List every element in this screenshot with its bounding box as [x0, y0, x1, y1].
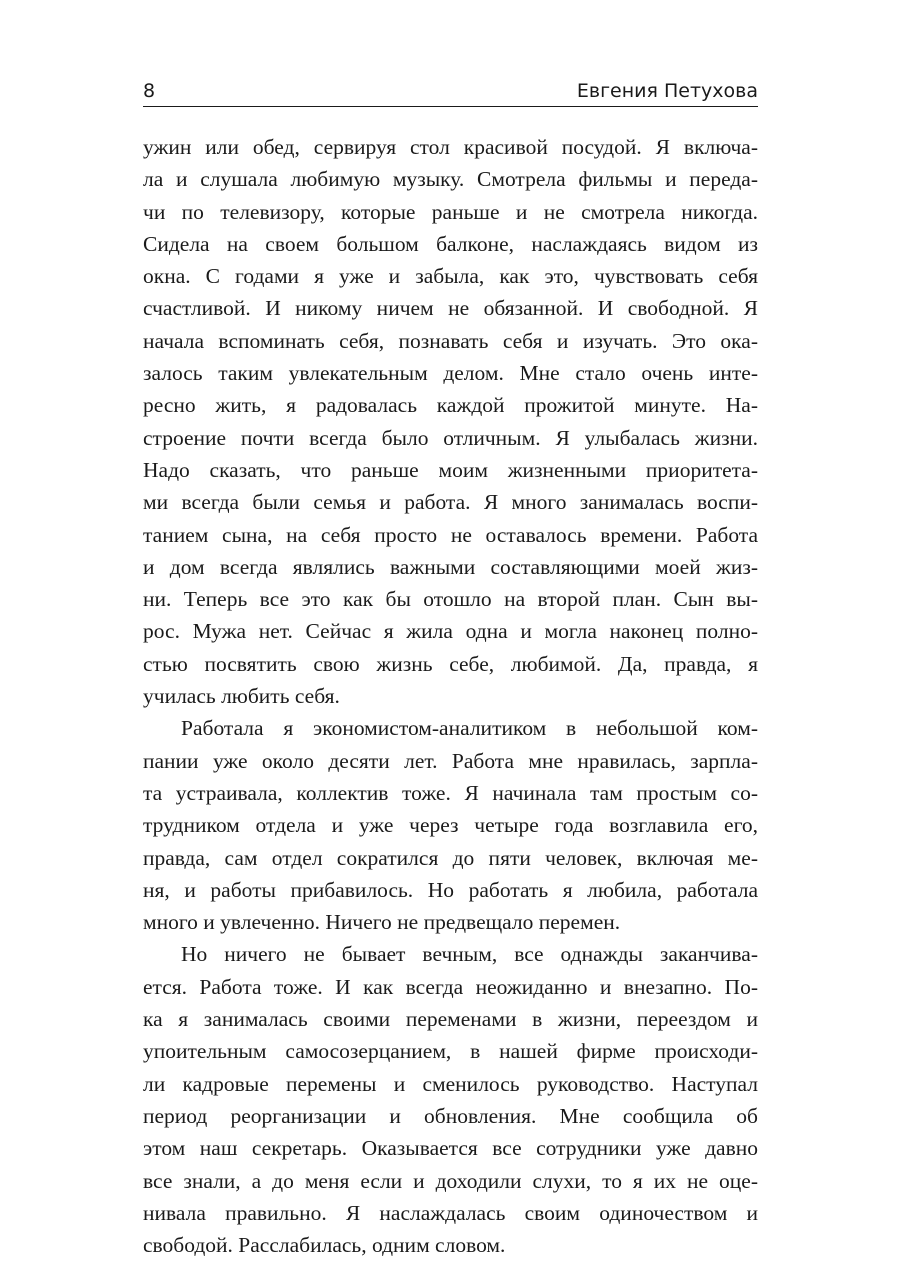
text-line: правда, сам отдел сократился до пяти человек, включая ме- [143, 845, 758, 870]
text-line: Сидела на своем большом балконе, наслаждаясь видом из [143, 231, 758, 256]
text-line: Работала я экономистом-аналитиком в небольшой ком- [181, 716, 758, 741]
header-divider [143, 106, 758, 107]
text-line: ужин или обед, сервируя стол красивой посудой. Я включа- [143, 135, 758, 159]
text-line: строение почти всегда было отличным. Я улыбалась жизни. [143, 425, 758, 450]
text-line: много и увлеченно. Ничего не предвещало перемен. [143, 910, 621, 935]
page-number: 8 [143, 80, 156, 102]
text-line: свободой. Расслабилась, одним словом. [143, 1233, 506, 1258]
text-line: рос. Мужа нет. Сейчас я жила одна и могла наконец полно- [143, 619, 758, 644]
running-head [143, 76, 758, 102]
text-line: упоительным самосозерцанием, в нашей фирме происходи- [143, 1039, 758, 1064]
text-line: стью посвятить свою жизнь себе, любимой. Да, правда, я [143, 651, 758, 676]
text-line: и дом всегда являлись важными составляющими моей жиз- [143, 554, 758, 579]
text-line: чи по телевизору, которые раньше и не смотрела никогда. [143, 199, 758, 224]
text-line: ми всегда были семья и работа. Я много занималась воспи- [143, 490, 758, 515]
text-line: счастливой. И никому ничем не обязанной. И свободной. Я [143, 296, 758, 321]
text-line: ка я занималась своими переменами в жизни, переездом и [143, 1007, 758, 1032]
text-line: ни. Теперь все это как бы отошло на второй план. Сын вы- [143, 587, 758, 612]
author-name: Евгения Петухова [576, 80, 758, 102]
text-line: Надо сказать, что раньше моим жизненными приоритета- [143, 457, 758, 482]
text-line: окна. С годами я уже и забыла, как это, чувствовать себя [143, 264, 758, 289]
text-line: пании уже около десяти лет. Работа мне нравилась, зарпла- [143, 748, 758, 773]
body-text [143, 131, 758, 1261]
text-line: училась любить себя. [143, 684, 340, 709]
text-line: ется. Работа тоже. И как всегда неожиданно и внезапно. По- [143, 974, 758, 999]
text-line: танием сына, на себя просто не оставалось времени. Работа [143, 522, 758, 547]
text-line: ня, и работы прибавилось. Но работать я любила, работала [143, 877, 758, 902]
text-line: этом наш секретарь. Оказывается все сотрудники уже давно [143, 1136, 758, 1161]
text-line: Но ничего не бывает вечным, все однажды заканчива- [181, 942, 758, 967]
paragraph-1 [143, 131, 758, 712]
text-line: залось таким увлекательным делом. Мне стало очень инте- [143, 361, 758, 386]
paragraph-3 [143, 938, 758, 1261]
text-line: начала вспоминать себя, познавать себя и изучать. Это ока- [143, 328, 758, 353]
text-line: период реорганизации и обновления. Мне сообщила об [143, 1103, 758, 1128]
text-line: та устраивала, коллектив тоже. Я начинала там простым со- [143, 780, 758, 805]
text-line: нивала правильно. Я наслаждалась своим одиночеством и [143, 1200, 758, 1225]
text-line: ресно жить, я радовалась каждой прожитой минуте. На- [143, 393, 758, 418]
text-line: ла и слушала любимую музыку. Смотрела фильмы и переда- [143, 167, 758, 192]
text-line: все знали, а до меня если и доходили слухи, то я их не оце- [143, 1168, 758, 1193]
text-line: трудником отдела и уже через четыре года возглавила его, [143, 813, 758, 838]
paragraph-2 [143, 712, 758, 938]
text-line: ли кадровые перемены и сменилось руководство. Наступал [143, 1071, 758, 1096]
